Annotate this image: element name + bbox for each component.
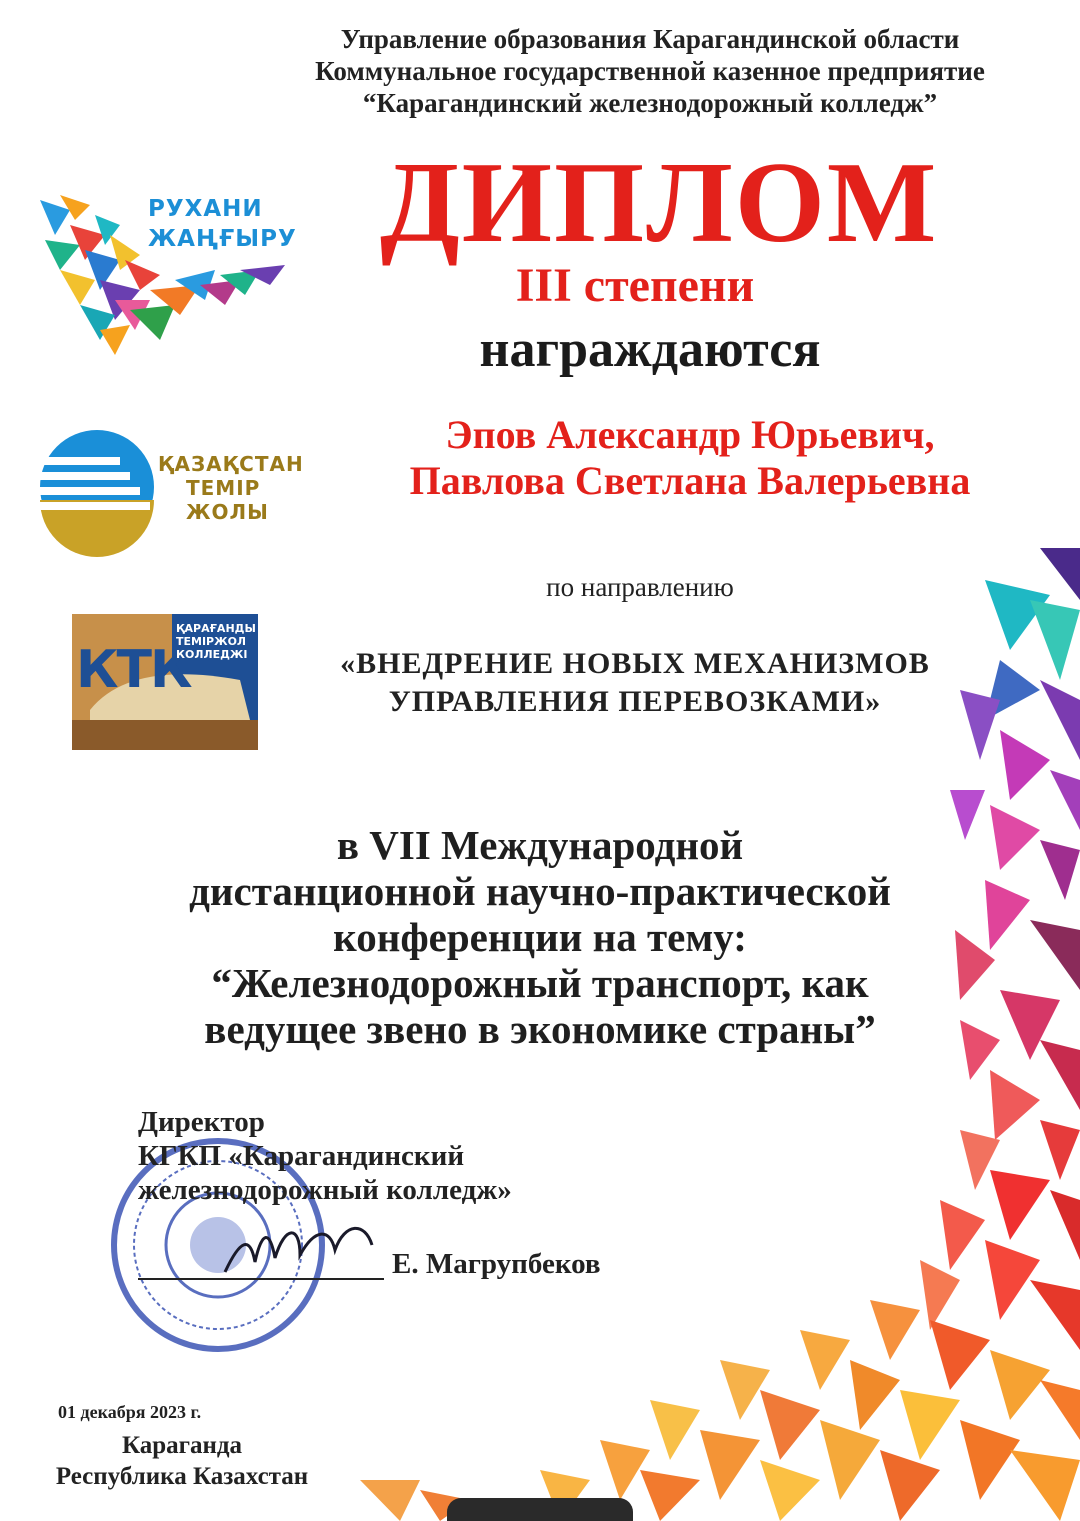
signatory-block xyxy=(138,1105,512,1207)
conference-line-5: ведущее звено в экономике страны” xyxy=(204,1006,876,1052)
conference-line-3: конференции на тему: xyxy=(333,914,747,960)
topic-title xyxy=(290,645,980,721)
ktk-logo-text xyxy=(76,640,190,700)
ktz-logo xyxy=(40,430,154,557)
issue-date: 01 декабря 2023 г. xyxy=(58,1402,202,1422)
topic-line-2: УПРАВЛЕНИЯ ПЕРЕВОЗКАМИ» xyxy=(388,685,882,718)
location-city: Караганда xyxy=(121,1432,243,1459)
signatory-name: Е. Магрупбеков xyxy=(392,1248,601,1280)
header-line-3: “Карагандинский железнодорожный колледж” xyxy=(362,88,938,118)
rukhani-logo-text xyxy=(148,194,297,254)
bottom-toolbar-handle[interactable] xyxy=(447,1498,633,1521)
conference-line-2: дистанционной научно-практической xyxy=(189,868,891,914)
ktz-line-3: ЖОЛЫ xyxy=(186,500,269,524)
ktz-logo-text xyxy=(158,452,304,524)
ktk-abbr: КТК xyxy=(76,640,191,700)
recipient-names xyxy=(330,412,1050,504)
ktz-line-1: ҚАЗАҚСТАН xyxy=(158,452,304,476)
header-line-2: Коммунальное государственной казенное предприятие xyxy=(315,56,985,86)
signatory-title-2: КГКП «Карагандинский xyxy=(138,1140,465,1172)
conference-line-1: в VII Международной xyxy=(336,822,744,868)
signature-scribble xyxy=(225,1228,372,1272)
topic-line-1: «ВНЕДРЕНИЕ НОВЫХ МЕХАНИЗМОВ xyxy=(340,647,930,680)
rukhani-line-1: РУХАНИ xyxy=(148,196,263,222)
diploma-title: ДИПЛОМ xyxy=(380,139,939,267)
conference-text xyxy=(80,822,1000,1052)
rukhani-line-2: ЖАҢҒЫРУ xyxy=(148,226,297,252)
signature-line xyxy=(138,1278,384,1280)
ktk-logo-lines xyxy=(176,622,256,661)
recipient-1: Эпов Александр Юрьевич, xyxy=(445,412,935,457)
header-line-1: Управление образования Карагандинской области xyxy=(340,24,960,54)
recipient-2: Павлова Светлана Валерьевна xyxy=(409,458,971,503)
ktz-line-2: ТЕМІР xyxy=(186,476,261,500)
direction-label: по направлению xyxy=(546,572,734,602)
signatory-title-1: Директор xyxy=(138,1106,265,1138)
ktk-line-1: ҚАРАҒАНДЫ xyxy=(176,622,256,635)
awarded-label: награждаются xyxy=(479,321,821,378)
signatory-title-3: железнодорожный колледж» xyxy=(138,1174,512,1206)
conference-line-4: “Железнодорожный транспорт, как xyxy=(211,960,869,1006)
diploma-degree: III степени xyxy=(515,259,755,312)
ktk-line-3: КОЛЛЕДЖІ xyxy=(176,648,248,661)
location-block xyxy=(36,1430,328,1492)
ktk-line-2: ТЕМІРЖОЛ xyxy=(176,635,247,648)
location-country: Республика Казахстан xyxy=(55,1463,309,1490)
